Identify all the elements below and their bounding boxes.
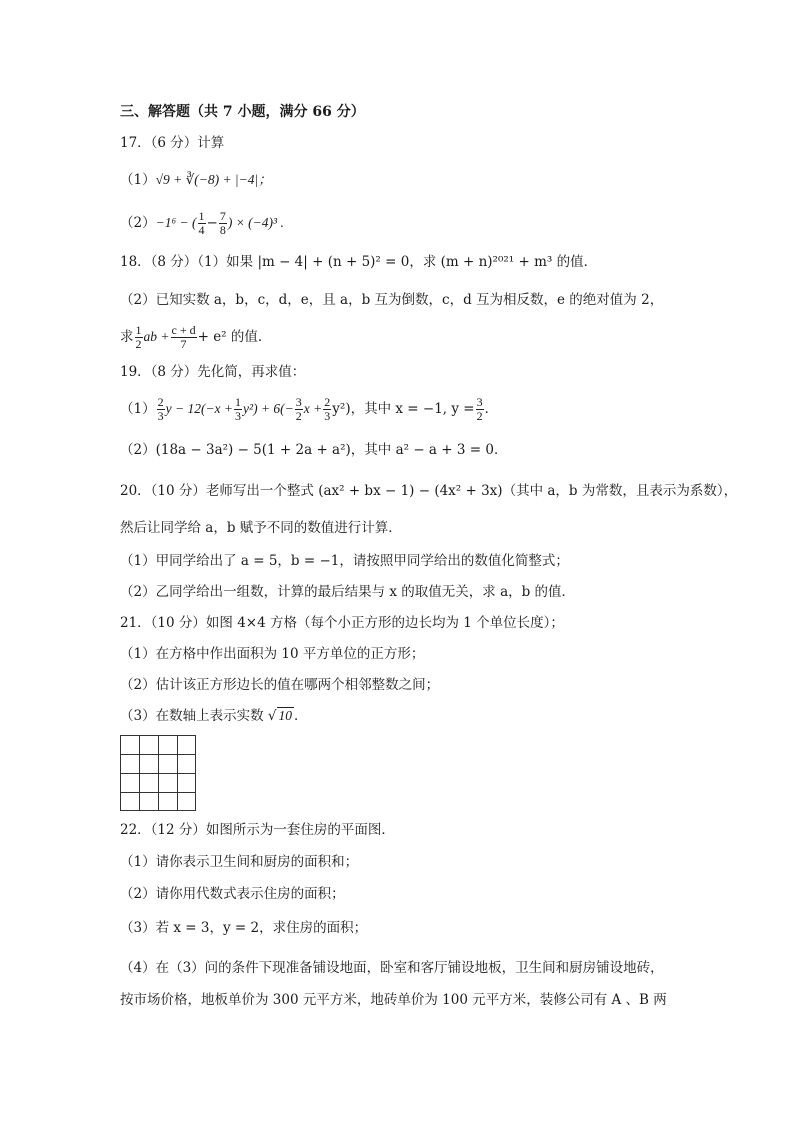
fraction xyxy=(198,210,206,237)
fraction xyxy=(135,324,143,351)
fraction xyxy=(157,396,165,423)
text: ． xyxy=(294,708,308,724)
problem-19: 19．（8 分）先化简，再求值： xyxy=(120,364,306,380)
fraction xyxy=(234,396,242,423)
denominator: 2 xyxy=(476,409,483,423)
text: 求 xyxy=(120,329,134,345)
problem-18-part-2: （2）已知实数 a，b，c，d，e，且 a，b 互为倒数，c，d 互为相反数，e 的绝对值为 2， xyxy=(120,292,664,308)
problem-20-part-1: （1）甲同学给出了 a = 5，b = −1，请按照甲同学给出的数值化简整式； xyxy=(120,553,569,569)
problem-19-part-2: （2）(18a − 3a²) − 5(1 + 2a + a²)，其中 a² − a + 3 = 0． xyxy=(120,442,508,458)
numerator: 1 xyxy=(135,323,142,337)
problem-20-part-2: （2）乙同学给出一组数，计算的最后结果与 x 的取值无关，求 a，b 的值． xyxy=(120,584,576,600)
problem-21-part-3: （3）在数轴上表示实数 √ 10 ． xyxy=(120,708,308,724)
numerator: c + d xyxy=(171,323,196,337)
problem-22-part-2: （2）请你用代数式表示住房的面积； xyxy=(120,886,345,902)
denominator: 7 xyxy=(180,337,187,351)
numerator: 3 xyxy=(295,395,302,409)
fraction xyxy=(476,396,484,423)
grid-4x4 xyxy=(120,735,196,811)
denominator: 8 xyxy=(219,223,226,237)
text: （3）在数轴上表示实数 xyxy=(120,708,264,724)
problem-22-part-4-cont: 按市场价格，地板单价为 300 元平方米，地砖单价为 100 元平方米，装修公司有 A 、B 两 xyxy=(120,992,667,1008)
section-title: 三、解答题（共 7 小题，满分 66 分） xyxy=(120,104,365,120)
problem-18-part-2-cont xyxy=(120,324,271,351)
text: ． xyxy=(484,401,499,417)
problem-20: 20．（10 分）老师写出一个整式 (ax² + bx − 1) − (4x² + 3x)（其中 a，b 为常数，且表示为系数）， xyxy=(120,483,738,499)
problem-19-part-1 xyxy=(120,396,498,423)
fraction xyxy=(295,396,303,423)
problem-22-part-4: （4）在（3）问的条件下现准备铺设地面，卧室和客厅铺设地板，卫生间和厨房铺设地砖， xyxy=(120,960,664,976)
problem-22-part-3: （3）若 x = 3，y = 2，求住房的面积； xyxy=(120,920,368,936)
expression: −1⁶ − ( xyxy=(155,215,197,230)
expression: y²)，其中 x = −1, y = xyxy=(332,401,475,417)
denominator: 2 xyxy=(135,337,142,351)
problem-22-part-1: （1）请你表示卫生间和厨房的面积和； xyxy=(120,854,359,870)
radicand: 10 xyxy=(278,708,292,723)
part-label: （1） xyxy=(120,401,156,417)
denominator: 3 xyxy=(324,409,331,423)
denominator: 3 xyxy=(157,409,164,423)
problem-17-part-2: （2）−1⁶ − ( $\frac{1}{4}$ − $\frac{7}{8}$ ) × (−4)³ . xyxy=(120,209,284,237)
numerator: 1 xyxy=(235,395,242,409)
text: + e² 的值． xyxy=(197,329,272,345)
problem-22: 22．（12 分）如图所示为一套住房的平面图． xyxy=(120,822,395,838)
problem-18: 18．（8 分）（1）如果 |m − 4| + (n + 5)² = 0，求 (m + n)²⁰²¹ + m³ 的值． xyxy=(120,254,598,270)
problem-17: 17．（6 分）计算 xyxy=(120,135,225,151)
problem-21-part-2: （2）估计该正方形边长的值在哪两个相邻整数之间； xyxy=(120,677,440,693)
expression: x + xyxy=(303,401,323,416)
problem-20-cont: 然后让同学给 a，b 赋予不同的数值进行计算． xyxy=(120,520,402,536)
denominator: 3 xyxy=(235,409,242,423)
part-label: （2） xyxy=(120,215,156,231)
numerator: 3 xyxy=(476,395,483,409)
fraction xyxy=(171,324,197,351)
fraction xyxy=(219,210,227,237)
problem-21-part-1: （1）在方格中作出面积为 10 平方单位的正方形； xyxy=(120,646,425,662)
fraction xyxy=(323,396,331,423)
denominator: 4 xyxy=(198,223,205,237)
numerator: 2 xyxy=(157,395,164,409)
denominator: 2 xyxy=(295,409,302,423)
numerator: 1 xyxy=(198,209,205,223)
expression: y − 12(−x + xyxy=(165,401,234,416)
part-label: （1） xyxy=(120,172,156,188)
problem-21: 21．（10 分）如图 4×4 方格（每个小正方形的边长均为 1 个单位长度）； xyxy=(120,615,564,631)
expression: ) × (−4)³ . xyxy=(227,215,284,230)
expression: ab + xyxy=(143,329,170,344)
expression: y²) + 6(− xyxy=(243,401,294,416)
numerator: 7 xyxy=(219,209,226,223)
expression: √9 + ∛(−8) + |−4|； xyxy=(155,172,272,187)
numerator: 2 xyxy=(324,395,331,409)
problem-17-part-1 xyxy=(120,170,272,190)
